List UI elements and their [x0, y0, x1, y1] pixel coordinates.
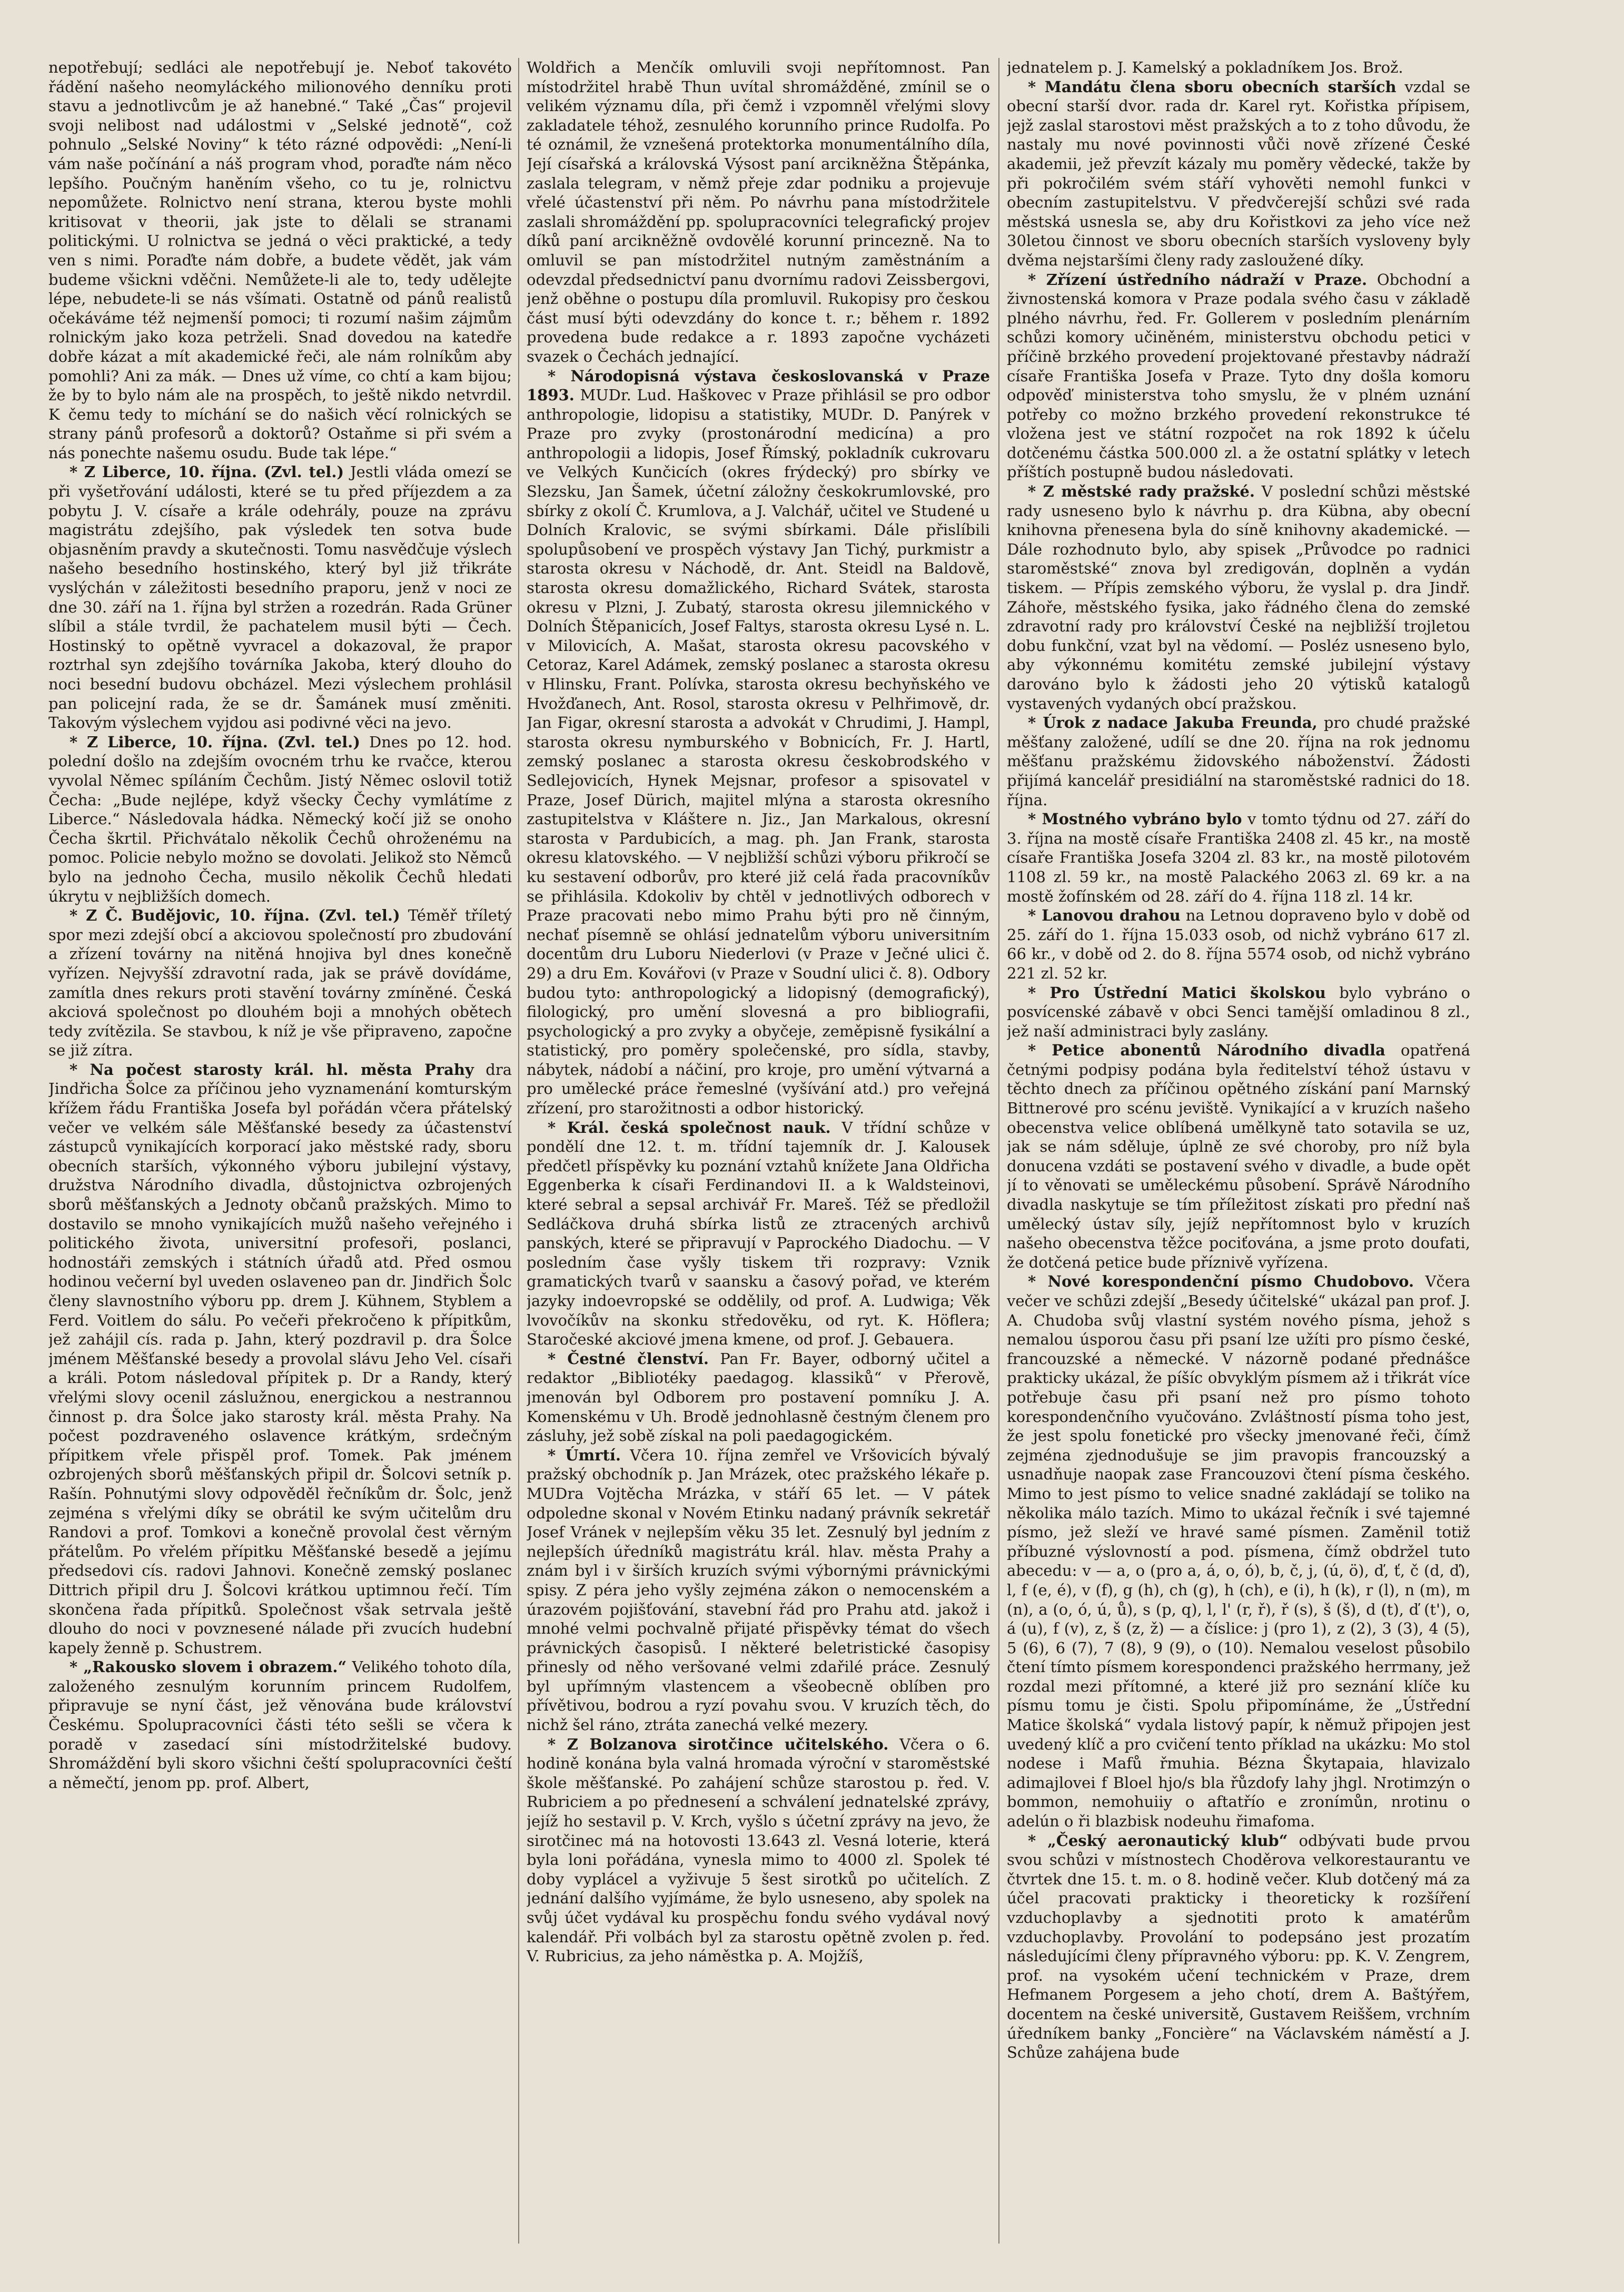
article-text: Včera o 6. hodině konána byla valná hromada výroční v staroměstské škole měšťanské. Po zahájení schůze starostou p. řed. V. Rubriciem a po přednesení a schválení jednatelské zprávy, jejíž ho sestavil p. V. Krch, vyšlo s účetní zprávy na jevo, že sirotčinec má na hotovosti 13.643 zl. Vesná loterie, která byla loni pořádána, vynesla mimo to 4000 zl. Spolek té doby vyplácel a vyživuje 5 šest sirotků po učitelích. Z jednání dalšího vyjímáme, že bylo usneseno, aby spolek na svůj účet vydával ku prospěchu fondu svého vydával nový kalendář. Při volbách byl za starostu opětně zvolen p. řed. V. Rubricius, za jeho náměstka p. A. Mojžíš,: [527, 1735, 990, 1965]
article-paragraph: [1007, 1041, 1470, 1272]
article-paragraph: [1007, 906, 1470, 983]
article-heading: * Z Bolzanova sirotčince učitelského.: [548, 1735, 889, 1753]
column-rule: [518, 58, 519, 2244]
column-left: [48, 58, 512, 2244]
article-paragraph: [1007, 713, 1470, 809]
article-paragraph: [1007, 983, 1470, 1041]
article-paragraph: [48, 1657, 512, 1792]
article-paragraph: [1007, 58, 1470, 77]
article-text: Téměř tříletý spor mezi zdejší obcí a akciovou společností pro zbudování a zřízení továrny na nitěná hnojiva byl dnes konečně vyřízen. Nejvyšší zdravotní rada, jak se právě dovídáme, zamítla dnes rekurs proti stavění továrny zmíněné. Česká akciová společnost po dlouhém boji a mnohých obětech tedy zvítězila. Se stavbou, k níž je vše připraveno, započne se již zítra.: [48, 906, 512, 1060]
article-heading: * Mandátu člena sboru obecních starších: [1028, 77, 1397, 96]
article-heading: * Na počest starosty král. hl. města Prahy: [70, 1060, 474, 1079]
article-heading: * Čestné členství.: [548, 1349, 709, 1368]
article-text: jednatelem p. J. Kamelský a pokladníkem Jos. Brož.: [1007, 58, 1403, 76]
article-paragraph: [527, 1118, 990, 1349]
article-text: v tomto týdnu od 27. září do 3. října na mostě císaře Františka 2408 zl. 45 kr., na mostě císaře Františka Josefa 3204 zl. 83 kr., na mostě pilotovém 1108 zl. 59 kr., na mostě Palackého 2063 zl. 69 kr. a na mostě žofínském od 28. září do 4. října 118 zl. 14 kr.: [1007, 810, 1470, 905]
article-paragraph: [1007, 1831, 1470, 2062]
article-text: Jestli vláda omezí se při vyšetřování události, které se tu před příjezdem a za pobytu J. V. císaře a krále odehrály, pouze na zprávu magistrátu zdejšího, pak výsledek ten sotva bude objasněním pravdy a skutečnosti. Tomu nasvědčuje výslech našeho besedního hostinského, který byl již třikráte vyslýchán v záležitosti besedního praporu, jenž v noci ze dne 30. září na 1. října byl stržen a rozedrán. Rada Grüner slíbil a stále tvrdil, že pachatelem musil býti — Čech. Hostinský to opětně vyvracel a dokazoval, že prapor roztrhal syn zdejšího továrníka Jakoba, který dlouho do noci besední budovu obcházel. Mezi výslechem prohlásil pan policejní rada, že se dr. Šamánek musí změniti. Takovým výslechem vyjdou asi podivné věci na jevo.: [48, 463, 512, 732]
article-heading: * Nové korespondenční písmo Chudobovo.: [1028, 1272, 1414, 1291]
column-middle: [527, 58, 990, 2244]
article-heading: * Lanovou drahou: [1028, 906, 1181, 925]
article-text: odbývati bude prvou svou schůzi v místnostech Choděrova velkorestaurantu ve čtvrtek dne 15. t. m. o 8. hodině večer. Klub dotčený má za účel pracovati prakticky i theoreticky k rozšíření vzduchoplavby a sjednotiti proto k amatérům vzduchoplavby. Provolání to podepsáno jest prozatím následujícími členy přípravného výboru: pp. K. V. Zengrem, prof. na vysokém učení technickém v Praze, drem Hefmanem Porgesem a jeho chotí, drem A. Baštýřem, docentem na české universitě, Gustavem Reiššem, vrchním úředníkem banky „Foncière“ na Václavském náměstí a J. Schůze zahájena bude: [1007, 1831, 1470, 2062]
article-text: V třídní schůze v pondělí dne 12. t. m. třídní tajemník dr. J. Kalousek předčetl příspěvky ku poznání vztahů knížete Jana Oldřicha Eggenberka k císaři Ferdinandovi II. a k Waldsteinovi, které sebral a sepsal archivář Fr. Mareš. Též se předložil Sedláčkova druhá sbírka listů ze ztracených archivů panských, které se připravují v Paprockého Diadochu. — V posledním čase vyšly tiskem tři rozpravy: Vznik gramatických tvarů v saansku a časový pořad, ve kterém jazyky indoevropské se oddělily, od prof. A. Ludwiga; Věk lvovočíkův na skonku středověku, od ryt. K. Höflera; Staročeské akciové jmena kmene, od prof. J. Gebauera.: [527, 1118, 990, 1349]
article-paragraph: [48, 733, 512, 906]
article-paragraph: [527, 367, 990, 1118]
article-heading: * Z Č. Budějovic, 10. října. (Zvl. tel.): [70, 906, 400, 925]
article-text: pro chudé pražské měšťany založené, udílí se dne 20. října na rok jednomu měšťanu pražskému židovského náboženství. Žádosti přijímá kancelář presidiální na staroměstské radnici do 18. října.: [1007, 714, 1470, 809]
article-text: Včera 10. října zemřel ve Vršovicích bývalý pražský obchodník p. Jan Mrázek, otec pražského lékaře p. MUDra Vojtěcha Mrázka, v stáří 65 let. — V pátek odpoledne skonal v Novém Etinku nadaný právník sekretář Josef Vránek v nejlepším věku 35 let. Zesnulý byl jedním z nejlepších úředníků magistrátu král. hlav. města Prahy a znám byl i v širších kruzích svými výbornými právnickými spisy. Z péra jeho vyšly zejména zákon o nemocenském a úrazovém pojišťování, stavební řád pro Prahu atd. jakož i mnohé velmi pochvalně přijaté přispěvky témat do všech právnických časopisů. I některé beletristické časopisy přinesly od něho veršované velmi zdařilé práce. Zesnulý byl upřímným vlastencem a všeobecně oblíben pro přívětivou, bodrou a ryzí povahu svou. V kruzích těch, do nichž šel ráno, ztráta zanechá velké mezery.: [527, 1446, 990, 1734]
article-text: na Letnou dopraveno bylo v době od 25. září do 1. října 15.033 osob, od nichž vybráno 617 zl. 66 kr., v době od 2. do 8. října 5574 osob, od nichž vybráno 221 zl. 52 kr.: [1007, 906, 1470, 982]
article-text: nepotřebují; sedláci ale nepotřebují je. Neboť takovéto řádění našeho neomyláckého milionového denníku proti stavu a jednotlivcům je až hanebné.“ Také „Čas“ projevil svoji nelibost nad událostmi v „Selské jednotě“, což pohnulo „Selské Noviny“ k této rázné odpovědi: „Není-li vám naše počínání a náš program vhod, poraďte nám něco lepšího. Poučným haněním všeho, co tu je, rolnictvu nepomůžete. Rolnictvo není strana, kterou byste mohli kritisovat v theorii, jak jste to dělali se stranami politickými. U rolnictva se jedná o věci praktické, a tedy ven s nimi. Poraďte nám dobře, a budete vědět, jak vám budeme všickni vděčni. Nemůžete-li ale to, tedy udělejte lépe, nebudete-li se nás všímati. Ostatně od pánů realistů očekáváme též nejmenší pomoci; ti rozumí našim zájmům rolnickým jako koza petrželi. Snad dovedou na katedře dobře kázat a mít akademické řeči, ale nám rolníkům aby pomohli? Ani za mák. — Dnes už víme, co chtí a kam bijou; že by to bylo nám ale na prospěch, to ještě nikdo netvrdil. K čemu tedy to míchání se do našich věcí rolnických se strany pánů profesorů a doktorů? Ostaňme si při svém a nás ponechte našemu osudu. Bude tak lépe.“: [48, 58, 512, 462]
article-heading: * Zřízení ústředního nádraží v Praze.: [1028, 270, 1368, 289]
article-heading: * Národopisná výstava českoslovanská v Praze 1893.: [527, 367, 990, 404]
article-paragraph: [527, 1446, 990, 1735]
article-text: Obchodní a živnostenská komora v Praze podala svého času v základě plného návrhu, řed. Fr. Gollerem v posledním plenárním schůzi komory učiněném, ministerstvu obchodu petici v příčině brzkého provedení projektované přestavby nádraží císaře Františka Josefa v Praze. Tyto dny došla komoru odpověď ministerstva toho smyslu, že v plném uznání potřeby co možno brzkého provedení rekonstrukce té vložena jest ve státní rozpočet na rok 1892 k účelu dotčenému částka 500.000 zl. a že ostatní splátky v letech příštích postupně budou následovati.: [1007, 270, 1470, 481]
article-paragraph: [48, 906, 512, 1060]
article-paragraph: [48, 58, 512, 462]
column-right: [1007, 58, 1470, 2244]
article-text: opatřená četnými podpisy podána byla ředitelství téhož ústavu v těchto dnech za příčinou opětného získání paní Marnský Bittnerové pro scénu jeviště. Vynikající a v kruzích našeho obecenstva velice oblíbená umělkyně tato sotavila se uz, jak se nám sděluje, úplně ze své choroby, pro níž byla donucena vzdáti se postavení svého v divadle, a bude opět jí to věnovati se uměleckému působení. Správě Národního divadla naskytuje se tím příležitost získati pro přední naš umělecký ústav síly, jejíž nepřítomnost bylo v kruzích našeho obecenstva těžce pociťována, a jsme proto doufati, že dotčená petice bude příznivě vyřízena.: [1007, 1041, 1470, 1271]
article-paragraph: [527, 1735, 990, 1966]
article-paragraph: [1007, 1272, 1470, 1831]
article-text: Dnes po 12. hod. polední došlo na zdejším ovocném trhu ke rvačce, kterou vyvolal Němec spíláním Čechům. Jistý Němec oslovil totiž Čecha: „Bude nejlépe, když všecky Čechy vymlátíme z Liberce.“ Následovala hádka. Německý kočí již se onoho Čecha škrtil. Přichvátalo několik Čechů ohroženému na pomoc. Policie nebylo možno se dovolati. Jelikož sto Němců bylo na jednoho Čecha, musilo několik Čechů hledati úkrytu v nejbližších domech.: [48, 733, 512, 905]
article-text: Pan Fr. Bayer, odborný učitel a redaktor „Bibliotéky paedagog. klassiků“ v Přerově, jmenován byl Odborem pro postavení pomníku J. A. Komenskému v Uh. Brodě jednohlasně čestným členem pro zásluhy, jež sobě získal na poli paedagogickém.: [527, 1349, 990, 1445]
article-paragraph: [527, 58, 990, 367]
article-paragraph: [48, 1060, 512, 1657]
article-heading: * Z Liberce, 10. října. (Zvl. tel.): [70, 733, 360, 751]
article-heading: * „Rakousko slovem i obrazem.“: [70, 1658, 347, 1676]
article-paragraph: [1007, 482, 1470, 713]
article-text: Včera večer ve schůzi zdejší „Besedy účitelské“ ukázal pan prof. J. A. Chudoba svůj vlastní systém nového písma, jehož s nemalou úsporou času při psaní lze užíti pro písmo české, francouzské a německé. V názorně podané přednášce prakticky ukázal, že píšíc obvyklým písmem až i třikrát více potřebuje času při psaní než pro písmo tohoto korespondenčního vyučováno. Zvláštností písma toho jest, že jest spolu fonetické pro všecky jmenované řeči, čímž zejména zjednodušuje se jim pravopis francouzský a usnadňuje naopak zase Francouzovi čtení písma českého. Mimo to jest písmo to velice snadné zakládají se toliko na několika málo tazích. Mimo to ukázal řečník i své tajemné písmo, jež sleží ve hravé samé písmen. Zaměnil totiž příbuzné výslovností a pod. písmena, čímž obdržel tuto abecedu: v — a, o (pro a, á, o, ó), b, č, j, (ú, ö), ď, ť, č (d, ď), l, f (e, é), v (f), g (h), ch (g), h (ch), e (i), h (k), r (l), n (m), m (n), a (o, ó, ú, ů), s (p, q), l, l' (r, ř), ř (s), š (š), d (t), ď (t'), o, á (u), f (v), z, š (z, ž) — a číslice: j (pro 1), z (2), 3 (3), 4 (5), 5 (6), 6 (7), 7 (8), 9 (9), o (10). Nemalou veselost působilo čtení tímto písmem korespondenci pražského herrmany, jež rozdal mezi přítomné, a které již pro seznání klíče ku písmu tomu je čisti. Spolu připomínáme, že „Ústřední Matice školská“ vydala listový papír, k němuž připojen jest uvedený klíč a pro cvičení tento příklad na ukázku: Mo stol nodese i Mafů řmuhia. Bézna Škytapaia, hlavizalo adimajlovei f Bloel hjo/s bla řůzdofy lahy jhgl. Nrotimzýn o bommon, nemohuiiy o aftatřío e zronímůn, nrotinu o adelún o ři blazbisk nodeuhu řimafoma.: [1007, 1272, 1470, 1831]
article-text: vzdal se obecní starší dvor. rada dr. Karel ryt. Kořistka přípisem, jejž zaslal starostovi měst pražských a to z toho důvodu, že nastaly mu nové povinnosti vůči nově zřízené České akademii, jež převzít kázaly mu poměry vědecké, takže by při pokročilém svém stáří vyhověti nemohl funkci v obecním zastupitelstvu. V předvčerejší schůzi své rada městská usnesla se, aby dru Kořistkovi za jeho více než 30letou činnost ve sboru obecních starších vysloveny byly dvěma nejstaršími členy rady zasloužené díky.: [1007, 77, 1470, 269]
article-heading: * Král. česká společnost nauk.: [548, 1118, 831, 1137]
article-heading: * Úmrtí.: [548, 1446, 621, 1464]
article-heading: * „Český aeronautický klub“: [1028, 1831, 1288, 1850]
article-paragraph: [1007, 77, 1470, 270]
column-rule: [998, 58, 999, 2244]
article-heading: * Pro Ústřední Matici školskou: [1028, 983, 1326, 1002]
article-heading: * Z Liberce, 10. října. (Zvl. tel.): [70, 463, 344, 481]
article-text: Woldřich a Menčík omluvili svoji nepřítomnost. Pan místodržitel hrabě Thun uvítal shromážděné, zmínil se o velikém významu díla, při čemž i vzpomněl vřelými slovy zakladatele téhož, zesnulého korunního prince Rudolfa. Po té oznámil, že vznešená protektorka monumentálního díla, Její císařská a královská Výsost paní arcikněžna Štěpánka, zaslala telegram, v němž přeje zdar podniku a projevuje vřelé účastenství při něm. Po návrhu pana místodržitele zaslali shromáždění pp. spolupracovníci telegrafický projev díků paní arcikněžně ovdovělé korunní princezně. Na to omluvil se pan místodržitel nutným zaměstnáním a odevzdal předsednictví panu dvornímu radovi Zeissbergovi, jenž oběhne o postupu díla promluvil. Rukopisy pro českou část musí býti odevzdány do konce t. r.; během r. 1892 provedena bude redakce a r. 1893 započne vycházeti svazek o Čechách jednající.: [527, 58, 990, 365]
article-heading: * Z městské rady pražské.: [1028, 482, 1255, 501]
article-heading: * Úrok z nadace Jakuba Freunda,: [1028, 714, 1318, 732]
article-heading: * Mostného vybráno bylo: [1028, 810, 1242, 828]
article-text: Velikého tohoto díla, založeného zesnulým korunním princem Rudolfem, připravuje se nyní část, jež věnována bude království Českému. Spolupracovníci části této sešli se včera k poradě v zasedací síni místodržitelské budovy. Shromáždění byli skoro všichni čeští spolupracovníci čeští a němečtí, jenom pp. prof. Albert,: [48, 1658, 512, 1792]
article-paragraph: [1007, 809, 1470, 906]
article-heading: * Petice abonentů Národního divadla: [1028, 1041, 1385, 1060]
article-text: MUDr. Lud. Haškovec v Praze přihlásil se pro odbor anthropologie, lidopisu a statistiky, MUDr. D. Panýrek v Praze pro zvyky (prostonárodní medicína) a pro anthropologii a lidopis, Josef Římský, pokladník cukrovaru ve Velkých Kunčicích (okres frýdecký) pro sbírky ve Slezsku, Jan Šamek, účetní záložny českokrumlovské, pro sbírky z okolí Č. Krumlova, a J. Valchář, učitel ve Studené u Dolních Kralovic, se svými sbírkami. Dále přislíbili spolupůsobení ve prospěch výstavy Jan Tichý, purkmistr a starosta okresu v Náchodě, dr. Ant. Steidl na Baldově, starosta okresu domažlického, Richard Svátek, starosta okresu v Plzni, J. Zubatý, starosta okresu jilemnického v Dolních Štěpanicích, Josef Faltys, starosta okresu Lysé n. L. v Milovicích, A. Mašat, starosta okresu pacovského v Cetoraz, Karel Adámek, zemský poslanec a starosta okresu v Hlinsku, Frant. Polívka, starosta okresu bechyňského ve Hvožďanech, Ant. Rosol, starosta okresu v Pelhřimově, dr. Jan Figar, okresní starosta a advokát v Chrudimi, J. Hampl, starosta okresu nymburského v Bobnicích, Fr. J. Hartl, zemský poslanec a starosta okresu českobrodského v Sedlejovicích, Hynek Mejsnar, profesor a spisovatel v Praze, Josef Dürich, majitel mlýna a starosta okresního zastupitelstva v Kláštere n. Jiz., Jan Markalous, okresní starosta v Pardubicích, a mag. ph. Jan Frank, starosta okresu klatovského. — V nejbližší schůzi výboru přikročí se ku sestavení odborův, pro které již celá řada pracovníkův se přihlásila. Kdokoliv by chtěl v jednotlivých odborech v Praze pracovati nebo mimo Prahu býti pro ně činným, nechať písemně se ohlásí jednatelům výboru universitním docentům dru Luboru Niederlovi (v Praze v Ječné ulici č. 29) a dru Em. Kovářovi (v Praze v Soudní ulici č. 8). Odbory budou tyto: anthropologický a lidopisný (demografický), filologický, pro umění slovesná a pro bibliografii, psychologický a pro zvyky a obyčeje, zeměpisně fysikální a statistický, pro poměry společenské, pro sídla, stavby, nábytek, nádobí a náčiní, pro kroje, pro umění výtvarná a pro umělecké práce řemeslné (vyšívání atd.) pro veřejná zřízení, pro starožitnosti a odbor historický.: [527, 386, 990, 1118]
article-text: bylo vybráno o posvícenské zábavě v obci Senci tamější omladinou 8 zl., jež naší administraci byly zaslány.: [1007, 983, 1470, 1040]
article-paragraph: [48, 462, 512, 732]
article-text: dra Jindřicha Šolce za příčinou jeho vyznamenání komturským křížem řádu Františka Josefa byl pořádán včera přátelský večer ve velkém sále Měšťanské besedy za účastenství zástupců vynikajících korporací jako městské rady, sboru obecních starších, výkonného výboru jubilejní výstavy, družstva Národního divadla, důstojnictva ozbrojených sborů měšťanských a Jednoty občanů pražských. Mimo to dostavilo se mnoho vynikajících mužů našeho veřejného i politického života, universitní profesoři, poslanci, hodnostáři zemských i státních úřadů atd. Před osmou hodinou večerní byl uveden oslaveneo pan dr. Jindřich Šolc členy slavnostního výboru pp. drem J. Kühnem, Styblem a Ferd. Voitlem do sálu. Po večeři překročeno k přípitkům, jež zahájil cís. rada p. Jahn, který pozdravil p. dra Šolce jménem Měšťanské besedy a provolal slávu Jeho Vel. císaři a králi. Potom následoval přípitek p. Dr a Randy, který vřelými slovy ocenil záslužnou, energickou a nestrannou činnost p. dra Šolce jako starosty král. města Prahy. Na počest pozdraveného oslavence krátkým, srdečným přípitkem vřele přispěl prof. Tomek. Pak jménem ozbrojených sborů měšťanských připil dr. Šolcovi setník p. Rašín. Pohnutými slovy odpověděl řečníkům dr. Šolc, jenž zejména s vřelými díky se obrátil ke svým učitelům dru Randovi a prof. Tomkovi a konečně provolal čest věrným přátelům. Po vřelém přípitku Měšťanské besedě a jejímu předsedovi cís. radovi Jahnovi. Konečně zemský poslanec Dittrich připil dru J. Šolcovi krátkou uptimnou řečí. Tím skončena řada přípitků. Společnost však setrvala ještě dlouho do noci v povznesené nálade při zvucích hudební kapely ženně p. Schustrem.: [48, 1060, 512, 1657]
article-paragraph: [1007, 270, 1470, 482]
article-text: V poslední schůzi městské rady usneseno bylo k návrhu p. dra Kübna, aby obecní knihovna přenesena byla do síně knihovny akademické. — Dále rozhodnuto bylo, aby spisek „Průvodce po radnici staroměstské“ znova byl zredigován, doplněn a vydán tiskem. — Přípis zemského výboru, že vyslal p. dra Jindř. Záhoře, městského fysika, jako řádného člena do zemské zdravotní rady pro království České na nejbližší trojletou dobu funkční, vzat byl na vědomí. — Posléz usneseno bylo, aby výkonnému komitétu zemské jubilejní výstavy darováno bylo k žádosti jeho 20 výtisků katalogů vystavených vydaných obcí pražskou.: [1007, 482, 1470, 713]
article-paragraph: [527, 1349, 990, 1446]
